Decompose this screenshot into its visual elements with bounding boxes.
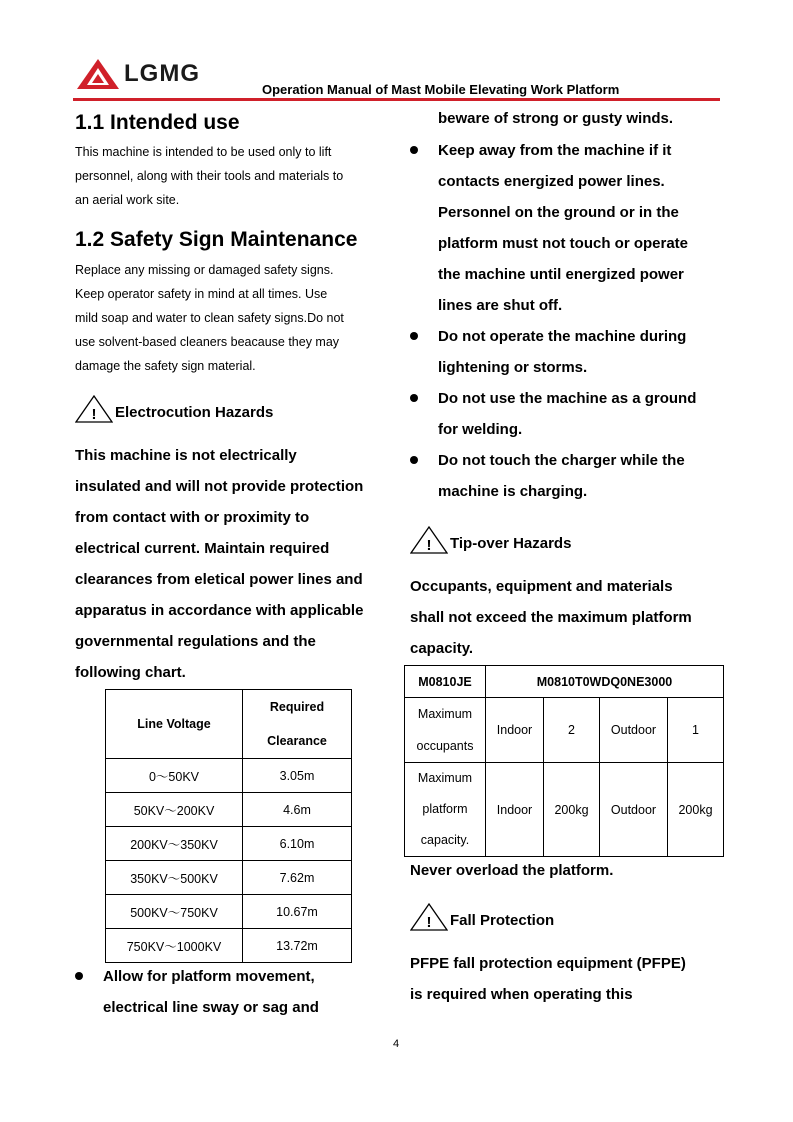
text-line: electrical current. Maintain required	[75, 540, 330, 557]
table-row	[106, 861, 352, 895]
text-line: machine is charging.	[438, 483, 588, 500]
warning-icon	[410, 526, 448, 554]
continuation-text: beware of strong or gusty winds.	[438, 110, 674, 127]
text-line: personnel, along with their tools and materials to	[75, 169, 344, 183]
occupants-label-cell	[405, 698, 486, 763]
text-line: governmental regulations and the	[75, 633, 316, 650]
col-required-clearance	[243, 690, 352, 759]
list-item	[410, 135, 730, 321]
safety-sign-text	[75, 258, 395, 378]
section-title-intended-use: 1.1 Intended use	[75, 111, 240, 134]
text-line: apparatus in accordance with applicable	[75, 602, 364, 619]
text-line: platform must not touch or operate	[438, 235, 689, 252]
lgmg-logo-icon	[76, 58, 120, 90]
warning-icon	[410, 903, 448, 931]
svg-text:!: !	[426, 914, 432, 931]
table-row	[106, 793, 352, 827]
col-clearance-label: Clearance	[267, 734, 327, 748]
left-bullet-list	[75, 961, 395, 1023]
text-line: following chart.	[75, 664, 186, 681]
clearance-cell: 10.67m	[243, 895, 352, 929]
label-line: occupants	[416, 739, 474, 753]
label-line: capacity.	[420, 833, 470, 847]
list-item	[410, 383, 730, 445]
text-line: contacts energized power lines.	[438, 173, 665, 190]
section-title-safety-sign: 1.2 Safety Sign Maintenance	[75, 228, 358, 251]
svg-text:!: !	[91, 406, 97, 423]
indoor-cell: Indoor	[486, 763, 544, 857]
label-line: Maximum	[417, 771, 473, 785]
text-line: Replace any missing or damaged safety signs.	[75, 263, 334, 277]
text-line: an aerial work site.	[75, 193, 180, 207]
voltage-clearance-table	[105, 689, 352, 963]
text-line: Keep operator safety in mind at all times. Use	[75, 287, 328, 301]
warning-icon	[75, 395, 113, 423]
text-line: This machine is not electrically	[75, 447, 297, 464]
capacity-label-cell	[405, 763, 486, 857]
table-row	[106, 895, 352, 929]
text-line: PFPE fall protection equipment (PFPE)	[410, 955, 686, 972]
tipover-text	[410, 571, 730, 664]
text-line: the machine until energized power	[438, 266, 684, 283]
text-line: Allow for platform movement,	[103, 968, 315, 985]
logo-text: LGMG	[124, 60, 200, 87]
voltage-cell: 350KV～500KV	[106, 861, 243, 895]
model-full-cell: M0810T0WDQ0NE3000	[486, 666, 724, 698]
text-line: Personnel on the ground or in the	[438, 204, 679, 221]
voltage-cell: 0～50KV	[106, 759, 243, 793]
voltage-cell: 50KV～200KV	[106, 793, 243, 827]
header	[0, 0, 793, 105]
voltage-cell: 750KV～1000KV	[106, 929, 243, 963]
header-title: Operation Manual of Mast Mobile Elevating Work Platform	[262, 82, 620, 97]
text-line: Do not touch the charger while the	[438, 452, 685, 469]
text-line: for welding.	[438, 421, 523, 438]
model-short-cell: M0810JE	[405, 666, 486, 698]
text-line: lightening or storms.	[438, 359, 588, 376]
text-line: Occupants, equipment and materials	[410, 578, 673, 595]
indoor-value-cell: 200kg	[544, 763, 600, 857]
text-line: is required when operating this	[410, 986, 633, 1003]
clearance-cell: 7.62m	[243, 861, 352, 895]
text-line: This machine is intended to be used only to lift	[75, 145, 332, 159]
outdoor-value-cell: 200kg	[668, 763, 724, 857]
list-item	[410, 321, 730, 383]
header-rule	[73, 98, 720, 101]
table-row	[405, 763, 724, 857]
table-row	[106, 827, 352, 861]
fall-protection-heading-label: Fall Protection	[450, 912, 555, 929]
text-line: Keep away from the machine if it	[438, 142, 672, 159]
text-line: electrical line sway or sag and	[103, 999, 319, 1016]
col-required-label: Required	[269, 700, 325, 714]
text-line: lines are shut off.	[438, 297, 563, 314]
text-line: use solvent-based cleaners beacause they may	[75, 335, 340, 349]
electrocution-heading-label: Electrocution Hazards	[115, 404, 274, 421]
never-overload-text: Never overload the platform.	[410, 862, 614, 879]
label-line: platform	[422, 802, 468, 816]
outdoor-cell: Outdoor	[600, 698, 668, 763]
table-row	[405, 698, 724, 763]
text-line: mild soap and water to clean safety signs.Do not	[75, 311, 344, 325]
table-row	[106, 759, 352, 793]
clearance-cell: 4.6m	[243, 793, 352, 827]
clearance-cell: 6.10m	[243, 827, 352, 861]
electrocution-text	[75, 440, 395, 688]
table-row	[106, 929, 352, 963]
list-item	[410, 445, 730, 507]
page-number: 4	[393, 1038, 400, 1050]
indoor-value-cell: 2	[544, 698, 600, 763]
tipover-heading	[410, 526, 571, 554]
col-line-voltage: Line Voltage	[106, 690, 243, 759]
text-line: Do not use the machine as a ground	[438, 390, 697, 407]
text-line: Do not operate the machine during	[438, 328, 687, 345]
text-line: damage the safety sign material.	[75, 359, 256, 373]
outdoor-cell: Outdoor	[600, 763, 668, 857]
voltage-cell: 200KV～350KV	[106, 827, 243, 861]
text-line: capacity.	[410, 640, 474, 657]
intended-use-text	[75, 140, 395, 212]
text-line: clearances from eletical power lines and	[75, 571, 363, 588]
tipover-heading-label: Tip-over Hazards	[450, 535, 572, 552]
svg-text:!: !	[426, 537, 432, 554]
clearance-cell: 13.72m	[243, 929, 352, 963]
fall-protection-heading	[410, 903, 554, 931]
right-bullet-list	[410, 135, 730, 507]
label-line: Maximum	[417, 707, 473, 721]
text-line: from contact with or proximity to	[75, 509, 310, 526]
indoor-cell: Indoor	[486, 698, 544, 763]
list-item	[75, 961, 395, 1023]
electrocution-heading	[75, 395, 273, 423]
text-line: insulated and will not provide protection	[75, 478, 364, 495]
outdoor-value-cell: 1	[668, 698, 724, 763]
capacity-table	[404, 665, 724, 857]
text-line: shall not exceed the maximum platform	[410, 609, 692, 626]
fall-protection-text	[410, 948, 730, 1010]
clearance-cell: 3.05m	[243, 759, 352, 793]
voltage-cell: 500KV～750KV	[106, 895, 243, 929]
